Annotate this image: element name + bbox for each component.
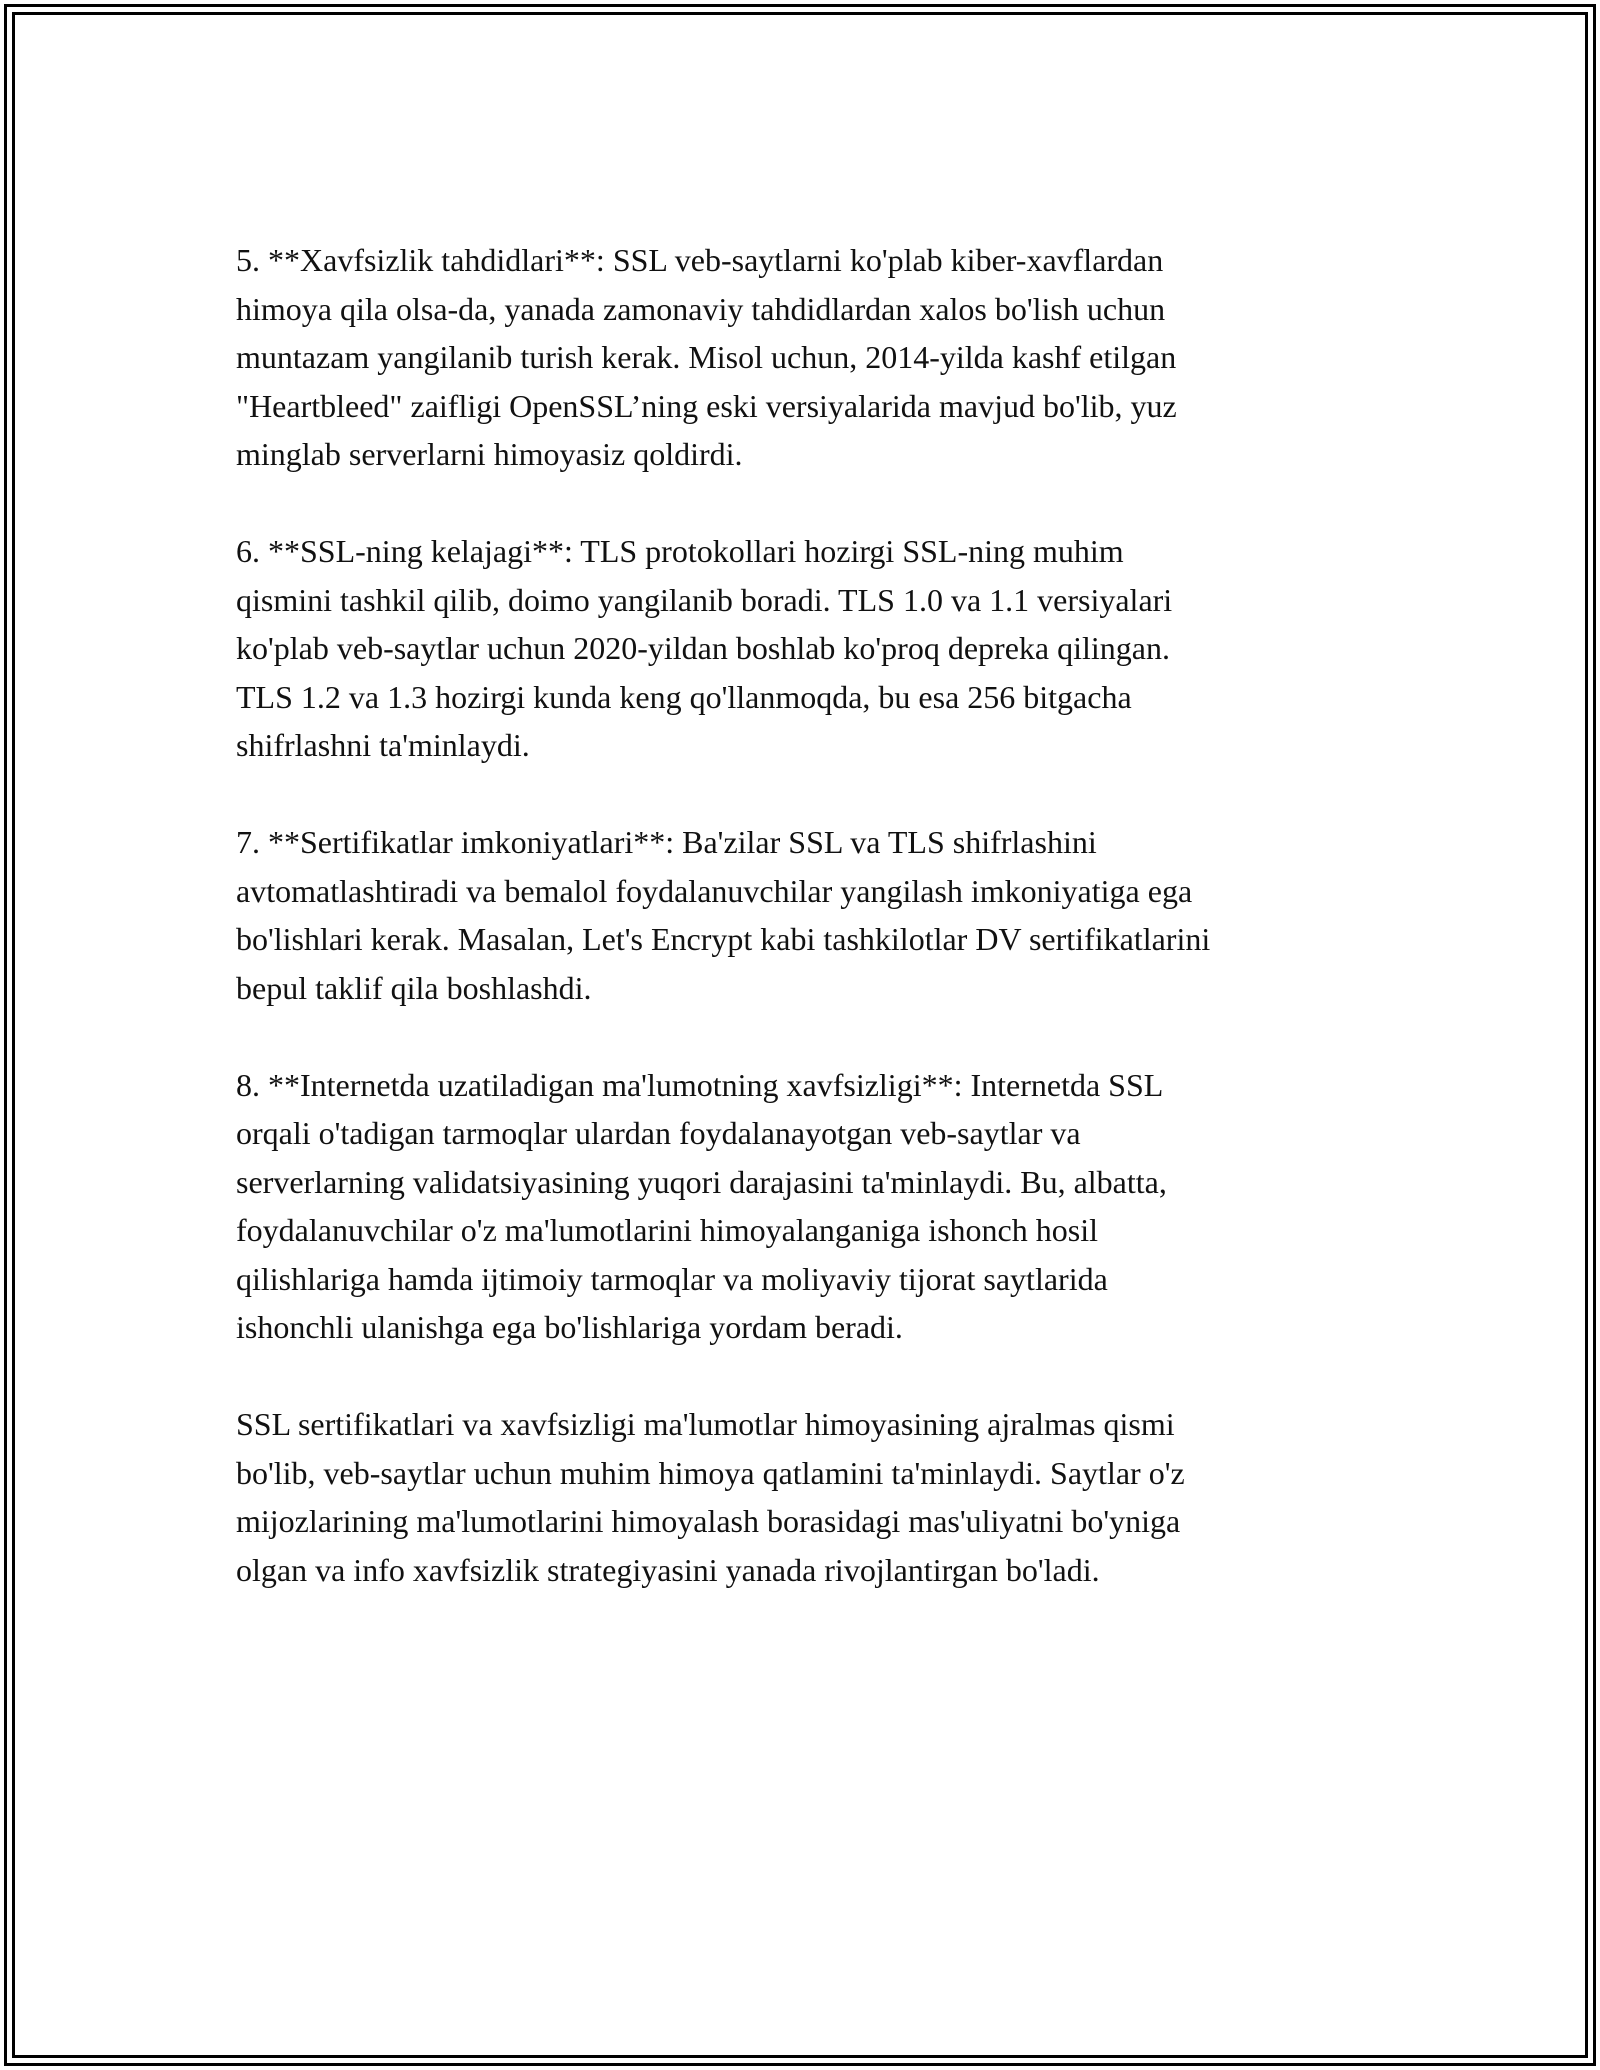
paragraph-conclusion: SSL sertifikatlari va xavfsizligi ma'lumotlar himoyasining ajralmas qismi bo'lib, veb-saytlar uchun muhim himoya qatlamini ta'minlaydi. Saytlar o'z mijozlarining ma'lumotlarini himoyalash borasidagi mas'uliyatni bo'yniga olgan va info xavfsizlik strategiyasini yanada rivojlantirgan bo'ladi. [236, 1406, 1185, 1588]
paragraph-ssl-future: 6. **SSL-ning kelajagi**: TLS protokollari hozirgi SSL-ning muhim qismini tashkil qilib, doimo yangilanib boradi. TLS 1.0 va 1.1 versiyalari ko'plab veb-saytlar uchun 2020-yildan boshlab ko'proq depreka qilingan. TLS 1.2 va 1.3 hozirgi kunda keng qo'llanmoqda, bu esa 256 bitgacha shifrlashni ta'minlaydi. [236, 533, 1173, 763]
paragraph-data-transfer-security: 8. **Internetda uzatiladigan ma'lumotning xavfsizligi**: Internetda SSL orqali o'tadigan tarmoqlar ulardan foydalanayotgan veb-saytlar va serverlarning validatsiyasining yuqori darajasini ta'minlaydi. Bu, albatta, foydalanuvchilar o'z ma'lumotlarini himoyalanganiga ishonch hosil qilishlariga hamda ijtimoiy tarmoqlar va moliyaviy tijorat saytlarida ishonchli ulanishga ega bo'lishlariga yordam beradi. [236, 1066, 1167, 1345]
paragraph-certificate-capabilities: 7. **Sertifikatlar imkoniyatlari**: Ba'zilar SSL va TLS shifrlashini avtomatlashtiradi va bemalol foydalanuvchilar yangilash imkoniyatiga ega bo'lishlari kerak. Masalan, Let's Encrypt kabi tashkilotlar DV sertifikatlarini bepul taklif qila boshlashdi. [236, 824, 1211, 1006]
paragraph-security-threats: 5. **Xavfsizlik tahdidlari**: SSL veb-saytlarni ko'plab kiber-xavflardan himoya qila olsa-da, yanada zamonaviy tahdidlardan xalos bo'lish uchun muntazam yangilanib turish kerak. Misol uchun, 2014-yilda kashf etilgan "Heartbleed" zaifligi OpenSSL’ning eski versiyalarida mavjud bo'lib, yuz minglab serverlarni himoyasiz qoldirdi. [236, 242, 1177, 472]
document-body [236, 236, 1366, 1594]
